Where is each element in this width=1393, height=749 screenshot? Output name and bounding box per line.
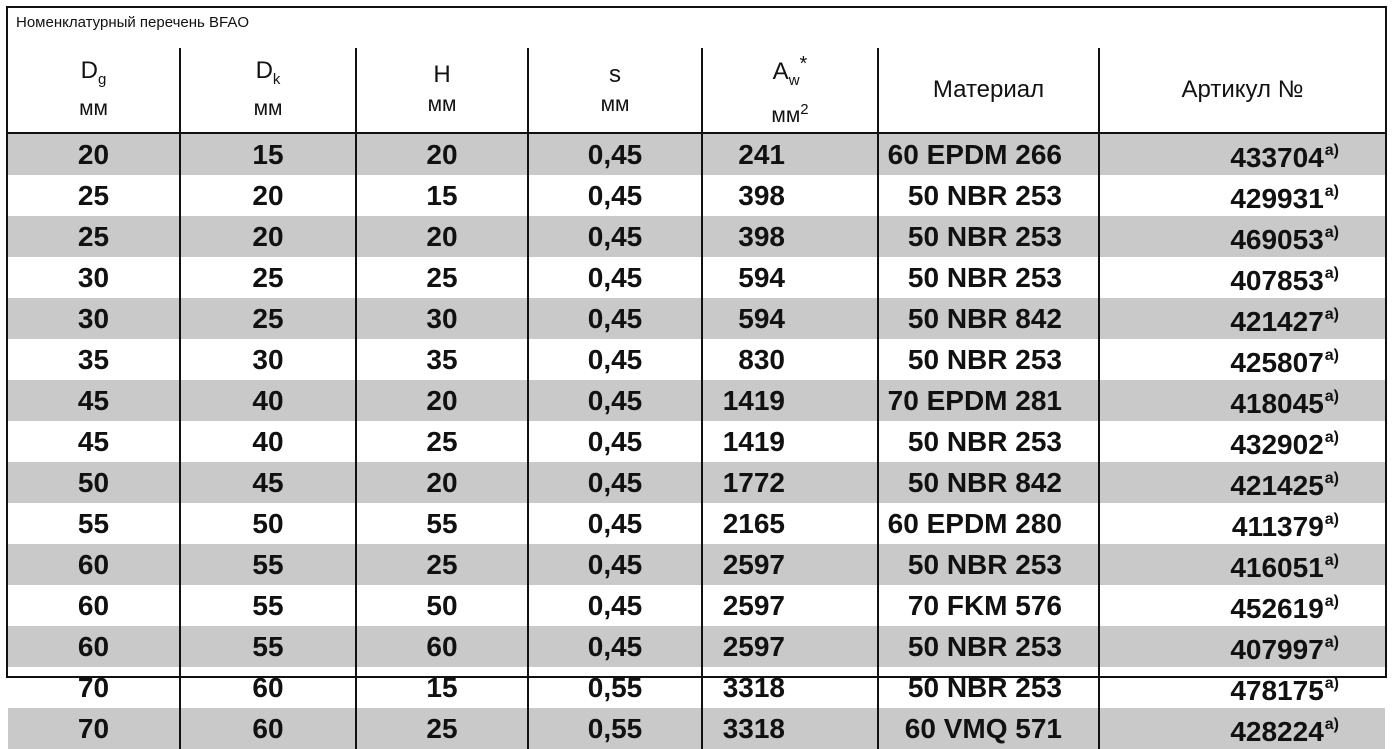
cell-material: 50 NBR 253 <box>878 626 1099 667</box>
table-row <box>8 133 1385 175</box>
footnote-mark: a) <box>1324 470 1339 487</box>
table-row <box>8 339 1385 380</box>
cell-aw: 594 <box>702 298 878 339</box>
cell-aw: 2165 <box>702 503 878 544</box>
footnote-mark: a) <box>1324 429 1339 446</box>
cell-dg: 25 <box>8 216 180 257</box>
cell-h: 20 <box>356 380 528 421</box>
cell-article: 428224$^{a)}$ <box>1099 708 1385 749</box>
cell-aw: 2597 <box>702 626 878 667</box>
cell-h: 60 <box>356 626 528 667</box>
footnote-mark: a) <box>1324 634 1339 651</box>
cell-h: 15 <box>356 667 528 708</box>
cell-article: 407853$^{a)}$ <box>1099 257 1385 298</box>
cell-material: 50 NBR 253 <box>878 175 1099 216</box>
cell-dk: 40 <box>180 380 356 421</box>
cell-dk: 30 <box>180 339 356 380</box>
footnote-mark: a) <box>1324 716 1339 733</box>
footnote-mark: a) <box>1324 593 1339 610</box>
cell-s: 0,45 <box>528 462 702 503</box>
cell-h: 55 <box>356 503 528 544</box>
cell-h: 25 <box>356 257 528 298</box>
cell-aw: 398 <box>702 216 878 257</box>
cell-dg: 30 <box>8 298 180 339</box>
cell-aw: 2597 <box>702 585 878 626</box>
table-row <box>8 503 1385 544</box>
cell-material: 60 EPDM 280 <box>878 503 1099 544</box>
product-table-frame <box>6 6 1387 747</box>
table-row <box>8 175 1385 216</box>
cell-material: 50 NBR 253 <box>878 339 1099 380</box>
cell-h: 25 <box>356 421 528 462</box>
header-dk: $D_k$ мм <box>180 48 356 133</box>
cell-article: 421427$^{a)}$ <box>1099 298 1385 339</box>
footnote-mark: a) <box>1324 552 1339 569</box>
cell-h: 20 <box>356 216 528 257</box>
cell-s: 0,45 <box>528 133 702 175</box>
cell-dg: 45 <box>77 425 110 457</box>
cell-h: 50 <box>356 585 528 626</box>
cell-s: 0,45 <box>528 339 702 380</box>
cell-material: 70 EPDM 281 <box>878 380 1099 421</box>
cell-s: 0,55 <box>528 667 702 708</box>
cell-material: 50 NBR 842 <box>878 462 1099 503</box>
footnote-mark: a) <box>1324 224 1339 241</box>
cell-dk: 20 <box>180 175 356 216</box>
cell-dk: 40 <box>180 421 356 462</box>
cell-s: 0,45 <box>528 216 702 257</box>
cell-dk: 50 <box>180 503 356 544</box>
cell-s: 0,45 <box>528 544 702 585</box>
cell-aw: 594 <box>702 257 878 298</box>
cell-article: 416051$^{a)}$ <box>1099 544 1385 585</box>
cell-aw: 830 <box>702 339 878 380</box>
cell-dg: 50 <box>8 462 180 503</box>
cell-h: 30 <box>356 298 528 339</box>
cell-s: 0,45 <box>528 257 702 298</box>
cell-dg: 25 <box>77 179 110 211</box>
cell-h: 25 <box>356 544 528 585</box>
cell-material: 50 NBR 842 <box>878 298 1099 339</box>
cell-article: 429931$^{a)}$ <box>1099 175 1385 216</box>
header-row <box>8 48 1385 133</box>
table-row <box>8 667 1385 708</box>
cell-h: 25 <box>356 708 528 749</box>
cell-aw: 3318 <box>702 667 878 708</box>
table-row <box>8 380 1385 421</box>
table-row <box>8 585 1385 626</box>
table-row <box>8 257 1385 298</box>
cell-article: 469053$^{a)}$ <box>1099 216 1385 257</box>
cell-aw: 1419 <box>702 380 878 421</box>
cell-material: 50 NBR 253 <box>878 544 1099 585</box>
cell-s: 0,45 <box>528 380 702 421</box>
cell-s: 0,45 <box>528 503 702 544</box>
cell-dk: 55 <box>180 544 356 585</box>
cell-dk: 25 <box>180 298 356 339</box>
header-h: H мм <box>356 48 528 133</box>
footnote-mark: a) <box>1324 183 1339 200</box>
cell-aw: 2597 <box>702 544 878 585</box>
cell-article: 452619$^{a)}$ <box>1099 585 1385 626</box>
cell-material: 60 EPDM 266 <box>878 133 1099 175</box>
cell-dg: 70 <box>8 708 180 749</box>
cell-dg: 60 <box>8 626 180 667</box>
footnote-mark: a) <box>1324 511 1339 528</box>
cell-article: 433704$^{a)}$ <box>1099 133 1385 175</box>
cell-h: 15 <box>356 175 528 216</box>
cell-dg: 45 <box>8 380 180 421</box>
cell-h: 20 <box>356 133 528 175</box>
cell-material: 50 NBR 253 <box>878 216 1099 257</box>
cell-aw: 1772 <box>702 462 878 503</box>
cell-dk: 60 <box>180 667 356 708</box>
cell-s: 0,45 <box>528 421 702 462</box>
cell-dk: 15 <box>180 133 356 175</box>
cell-dk: 55 <box>180 626 356 667</box>
header-aw: $A_w^*$ $мм^2$ <box>702 48 878 133</box>
table-row <box>8 421 1385 462</box>
cell-s: 0,45 <box>528 585 702 626</box>
cell-article: 411379$^{a)}$ <box>1099 503 1385 544</box>
cell-dg: 30 <box>77 261 110 293</box>
footnote-mark: a) <box>1324 265 1339 282</box>
table-row <box>8 216 1385 257</box>
header-material: Материал <box>878 48 1099 133</box>
cell-material: 50 NBR 253 <box>878 667 1099 708</box>
cell-article: 418045$^{a)}$ <box>1099 380 1385 421</box>
cell-dg: 60 <box>8 544 180 585</box>
cell-s: 0,45 <box>528 298 702 339</box>
table-row <box>8 298 1385 339</box>
cell-article: 432902$^{a)}$ <box>1099 421 1385 462</box>
table-caption: Номенклатурный перечень BFAO <box>16 14 250 31</box>
cell-material: 50 NBR 253 <box>878 421 1099 462</box>
cell-material: 50 NBR 253 <box>878 257 1099 298</box>
table-row <box>8 544 1385 585</box>
cell-dg: 70 <box>77 671 110 703</box>
cell-dk: 55 <box>180 585 356 626</box>
header-dg: $D_g$ мм <box>8 48 180 133</box>
cell-aw: 1419 <box>702 421 878 462</box>
cell-dg: 60 <box>77 589 110 621</box>
cell-dg: 55 <box>77 507 110 539</box>
cell-article: 407997$^{a)}$ <box>1099 626 1385 667</box>
table-row <box>8 462 1385 503</box>
cell-s: 0,45 <box>528 175 702 216</box>
cell-aw: 3318 <box>702 708 878 749</box>
cell-dg: 20 <box>8 133 180 175</box>
cell-article: 421425$^{a)}$ <box>1099 462 1385 503</box>
footnote-mark: a) <box>1324 142 1339 159</box>
cell-article: 425807$^{a)}$ <box>1099 339 1385 380</box>
cell-s: 0,45 <box>528 626 702 667</box>
cell-material: 70 FKM 576 <box>878 585 1099 626</box>
cell-dk: 45 <box>180 462 356 503</box>
header-s: s мм <box>528 48 702 133</box>
table-row <box>8 626 1385 667</box>
cell-dk: 60 <box>180 708 356 749</box>
footnote-mark: a) <box>1324 306 1339 323</box>
footnote-mark: a) <box>1324 388 1339 405</box>
header-article: Артикул № <box>1099 48 1385 133</box>
cell-h: 35 <box>356 339 528 380</box>
product-table <box>8 48 1385 749</box>
cell-dg: 35 <box>77 343 110 375</box>
footnote-mark: a) <box>1324 347 1339 364</box>
cell-s: 0,55 <box>528 708 702 749</box>
cell-aw: 398 <box>702 175 878 216</box>
table-row <box>8 708 1385 749</box>
footnote-mark: a) <box>1324 675 1339 692</box>
cell-dk: 25 <box>180 257 356 298</box>
cell-dk: 20 <box>180 216 356 257</box>
cell-h: 20 <box>356 462 528 503</box>
cell-aw: 241 <box>702 133 878 175</box>
cell-article: 478175$^{a)}$ <box>1099 667 1385 708</box>
cell-material: 60 VMQ 571 <box>878 708 1099 749</box>
